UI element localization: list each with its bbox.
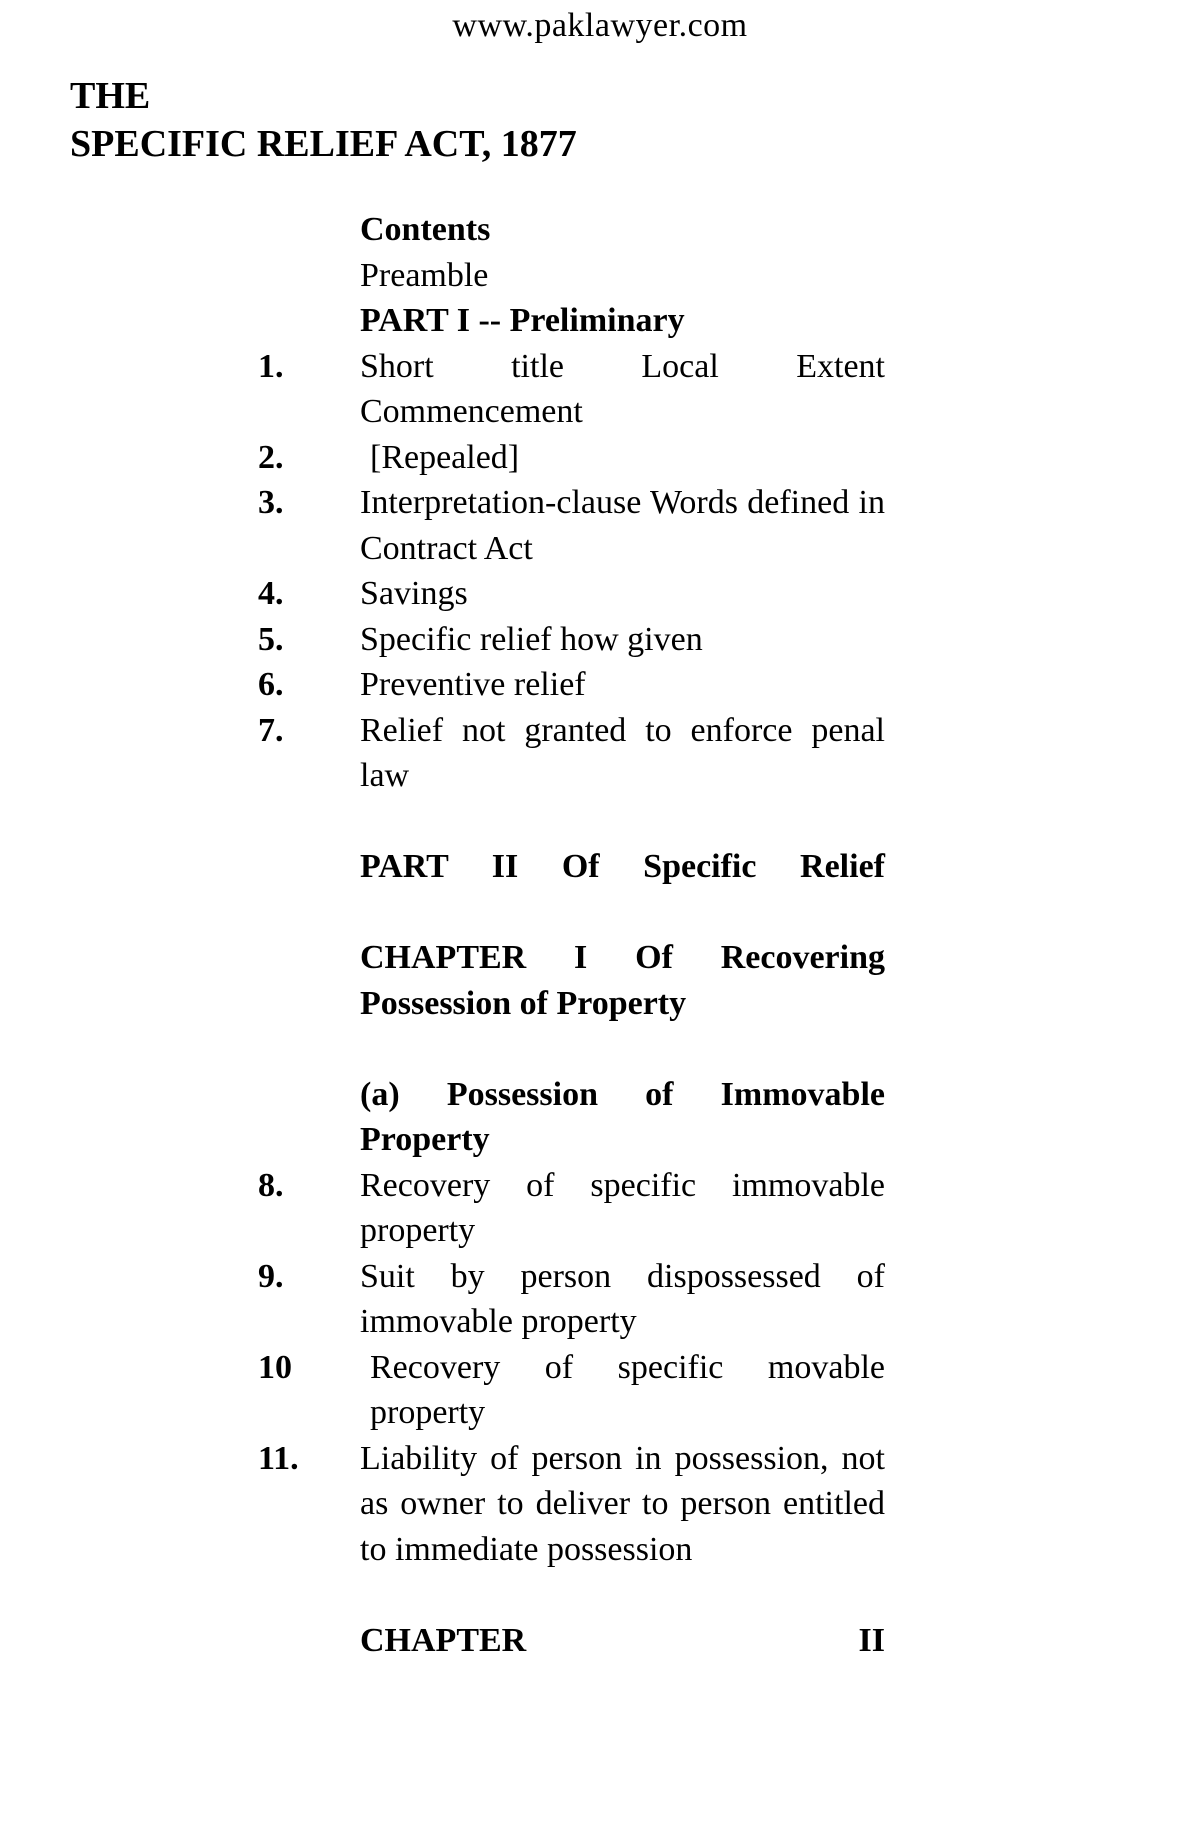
toc-item-text: [Repealed] [370,438,520,476]
toc-item [0,571,885,617]
toc-item-text: Relief not granted to enforce penal law [360,711,885,794]
toc-chapter2-row [0,1618,885,1664]
toc-section-a-row [0,1072,885,1163]
toc-item [0,435,885,481]
spacer [0,799,1200,845]
toc-item [0,1163,885,1254]
document-title [70,72,577,168]
toc-item-text: Specific relief how given [360,620,703,658]
title-line-2: SPECIFIC RELIEF ACT, 1877 [70,123,577,165]
contents-heading: Contents [360,211,491,248]
toc-item-number: 6. [258,666,284,703]
part2-heading: PART II Of Specific Relief [360,848,885,885]
toc-item-number: 8. [258,1166,284,1204]
toc-preamble-row [0,253,885,299]
toc-item-number: 7. [258,711,284,749]
toc-item-text: Interpretation-clause Words defined in Contract Act [360,484,885,567]
toc-part2-row [0,844,885,890]
toc-part1-row [0,298,885,344]
table-of-contents [0,207,1200,1663]
toc-item [0,708,885,799]
toc-item-number: 10 [258,1348,292,1386]
toc-item-number: 3. [258,484,284,521]
toc-item-text: Liability of person in possession, not as owner to deliver to person entitled to immediate possession [360,1439,885,1568]
toc-item-number: 5. [258,620,284,658]
section-a-heading: (a) Possession of Immovable Property [360,1075,885,1158]
toc-contents-heading-row [0,207,885,253]
toc-item-number: 4. [258,575,284,612]
toc-item [0,662,885,708]
site-url: www.paklawyer.com [452,7,748,44]
spacer [0,1572,1200,1618]
toc-preamble: Preamble [360,256,489,294]
toc-item-text: Savings [360,575,468,612]
chapter1-heading: CHAPTER I Of Recovering Possession of Property [360,939,885,1022]
toc-item-number: 11. [258,1439,299,1477]
toc-item [0,480,885,571]
toc-item [0,1254,885,1345]
title-line-1: THE [70,75,151,117]
toc-item [0,1436,885,1573]
toc-item-text: Suit by person dispossessed of immovable property [360,1257,885,1340]
toc-item-text: Preventive relief [360,666,586,703]
toc-item-number: 9. [258,1257,284,1295]
toc-item-number: 2. [258,438,284,476]
toc-item-text: Recovery of specific movable property [370,1348,885,1431]
spacer [0,890,1200,936]
toc-item [0,344,885,435]
toc-item [0,617,885,663]
toc-chapter1-row [0,935,885,1026]
chapter2-heading: CHAPTER II [360,1621,885,1659]
spacer [0,1026,1200,1072]
part1-heading: PART I -- Preliminary [360,302,685,339]
toc-item [0,1345,885,1436]
toc-item-text: Short title Local Extent Commencement [360,347,885,430]
toc-item-number: 1. [258,347,284,385]
toc-item-text: Recovery of specific immovable property [360,1166,885,1249]
